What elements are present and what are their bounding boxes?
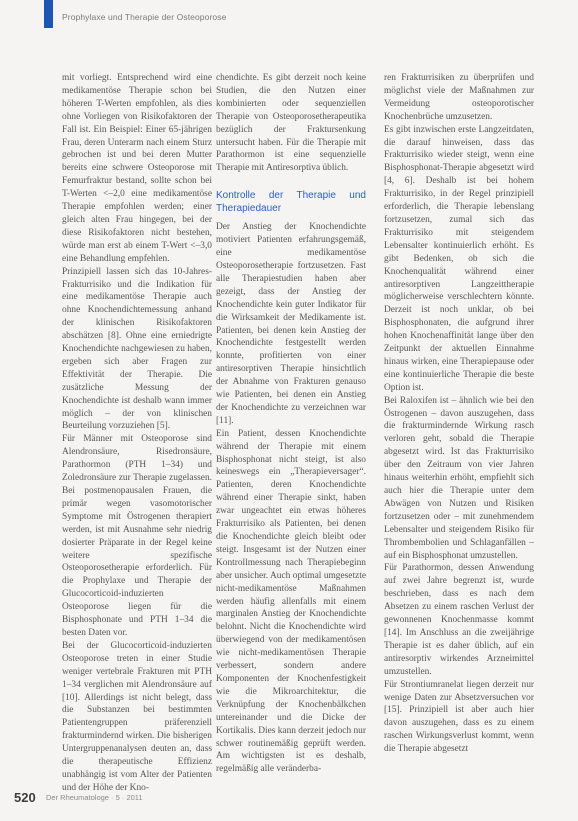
section-marker-tab <box>44 0 53 28</box>
text-column-3 <box>384 72 534 756</box>
paragraph: mit vorliegt. Entsprechend wird eine medikamentöse Therapie schon bei höheren T-Werten empfohlen, als dies ohne Vorliegen von Risikofaktoren der Fall ist. Ein Beispiel: Einer 65-jährigen Frau, deren Unterarm nach einem Sturz gebrochen ist und bei deren Mutter bereits eine schwere Osteoporose mit Femurfraktur bestand, sollte schon bei T-Werten <–2,0 eine medikamentöse Therapie empfohlen werden; einer gleich alten Frau hingegen, bei der diese Risikofaktoren nicht bestehen, würde man erst ab einem T-Wert <–3,0 eine Behandlung empfehlen. <box>62 73 212 264</box>
paragraph: Der Anstieg der Knochendichte motiviert Patienten erfahrungsgemäß, eine medikamentöse Osteoporosetherapie fortzusetzen. Fast alle Therapiestudien haben aber gezeigt, dass der Anstieg der Knochendichte kein guter Indikator für die Wirksamkeit der Medikamente ist. Patienten, bei denen kein Anstieg der Knochendichte festgestellt werden konnte, profitierten von einer antiresorptiven Therapie hinsichtlich der Abnahme von Frakturen genauso wie Patienten, bei denen ein Anstieg der Knochendichte zu verzeichnen war [11]. <box>216 222 366 426</box>
paragraph: ren Frakturrisiken zu überprüfen und möglichst viele der Maßnahmen zur Vermeidung osteoporotischer Knochenbrüche umzusetzen. <box>384 73 534 122</box>
text-column-1 <box>62 72 212 795</box>
page-number: 520 <box>14 790 36 805</box>
page-footer <box>14 790 564 810</box>
paragraph: Für Parathormon, dessen Anwendung auf zwei Jahre begrenzt ist, wurde beschrieben, dass es nach dem Absetzen zu einem raschen Verlust der gewonnenen Knochenmasse kommt [14]. Im Anschluss an die zweijährige Therapie ist es daher üblich, auf ein antiresorptiv wirkendes Arzneimittel umzustellen. <box>384 563 534 677</box>
paragraph: Bei Raloxifen ist – ähnlich wie bei den Östrogenen – davon auszugehen, dass die frakturmindernde Wirkung rasch verloren geht, sobald die Therapie abgesetzt wird. Ist das Frakturrisiko über den Zeitraum von vier Jahren hinaus weiterhin erhöht, empfiehlt sich auch hier die Therapie unter dem Abwägen von Nutzen und Risiken fortzusetzen oder – mit zunehmendem Lebensalter und steigendem Risiko für Thrombembolien und Schlaganfällen – auf ein Bisphosphonat umzustellen. <box>384 395 534 561</box>
text-column-2 <box>216 72 366 776</box>
paragraph: Für Männer mit Osteoporose sind Alendronsäure, Risedronsäure, Parathormon (PTH 1–34) und Zoledronsäure zur Therapie zugelassen. Bei postmenopausalen Frauen, die primär wegen vasomotorischer Symptome mit Östrogenen therapiert werden, ist mit Ausnahme sehr niedrig dosierter Präparate in der Regel keine weitere spezifische Osteoporosetherapie erforderlich. Für die Prophylaxe und Therapie der Glucocorticoid-induzierten Osteoporose liegen für die Bisphosphonate und PTH 1–34 die besten Daten vor. <box>62 434 212 638</box>
paragraph: chendichte. Es gibt derzeit noch keine Studien, die den Nutzen einer kombinierten oder sequenziellen Therapie von Osteoporosetherapeutika bezüglich der Fraktursenkung untersucht haben. Für die Therapie mit Parathormon ist eine sequenzielle Therapie mit Antiresorptiva üblich. <box>216 73 366 174</box>
running-title: Prophylaxe und Therapie der Osteoporose <box>62 12 227 22</box>
paragraph: Ein Patient, dessen Knochendichte während der Therapie mit einem Bisphosphonat nicht steigt, ist also keineswegs ein „Therapieversager“. Patienten, deren Knochendichte während einer Therapie sinkt, haben zwar ungeachtet ein etwas höheres Frakturrisiko als Patienten, bei denen die Knochendichte gleich bleibt oder steigt. Insgesamt ist der Nutzen einer Kontrollmessung nach Therapiebeginn aber unsicher. Auch optimal umgesetzte nicht-medikamentöse Maßnahmen werden häufig allenfalls mit einem marginalen Anstieg der Knochendichte belohnt. Nicht die Knochendichte wird überwiegend von der medikamentösen wie nicht-medikamentösen Therapie verbessert, sondern andere Komponenten der Knochenfestigkeit wie die Mikroarchitektur, die Verknüpfung der Knochenbälkchen untereinander und die Dicke der Kortikalis. Dies kann derzeit jedoch nur schwer routinemäßig geprüft werden. Am wichtigsten ist es deshalb, regelmäßig alle veränderba- <box>216 428 366 775</box>
paragraph: Für Strontiumranelat liegen derzeit nur wenige Daten zur Absetzversuchen vor [15]. Prinzipiell ist aber auch hier davon auszugehen, dass es zu einem raschen Wirkungsverlust kommt, wenn die Therapie abgesetzt <box>384 679 534 755</box>
paragraph: Es gibt inzwischen erste Langzeitdaten, die darauf hinweisen, dass das Frakturrisiko wieder steigt, wenn eine Bisphosphonat-Therapie abgesetzt wird [4, 6]. Deshalb ist bei hohem Frakturrisiko, in der Regel prinzipiell erforderlich, die Therapie lebenslang fortzusetzen, zumal sich das Frakturrisiko mit steigendem Lebensalter kontinuierlich erhöht. Es gibt Bedenken, ob sich die Knochenqualität während einer antiresorptiven Langzeittherapie möglicherweise verschlechtern könnte. Derzeit ist noch unklar, ob bei Bisphosphonaten, die aufgrund ihrer hohen Knochenaffinität lange über den Zeitpunkt der aktuellen Einnahme hinaus wirken, eine Therapiepause oder eine kontinuierliche Therapie die beste Option ist. <box>384 124 534 393</box>
section-heading: Kontrolle der Therapie und Therapiedauer <box>216 190 366 215</box>
journal-citation: Der Rheumatologe · 5 · 2011 <box>46 793 143 802</box>
paragraph: Prinzipiell lassen sich das 10-Jahres-Frakturrisiko und die Indikation für eine medikamentöse Therapie auch ohne Knochendichtemessung anhand der klinischen Risikofaktoren abschätzen [8]. Ohne eine erniedrigte Knochendichte nachgewiesen zu haben, ergeben sich aber Fragen zur Effektivität der Therapie. Die zusätzliche Messung der Knochendichte ist deshalb wann immer möglich – der von klinischen Beurteilung vorzuziehen [5]. <box>62 266 212 432</box>
paragraph: Bei der Glucocorticoid-induzierten Osteoporose treten in einer Studie weniger vertebrale Frakturen mit PTH 1–34 verglichen mit Alendronsäure auf [10]. Allerdings ist nicht belegt, dass die Substanzen bei bestimmten Patientengruppen präferenziell frakturmindernd wirken. Die bisherigen Untergruppenanalysen deuten an, dass die therapeutische Effizienz unabhängig ist vom Alter der Patienten und der Höhe der Kno- <box>62 640 212 793</box>
